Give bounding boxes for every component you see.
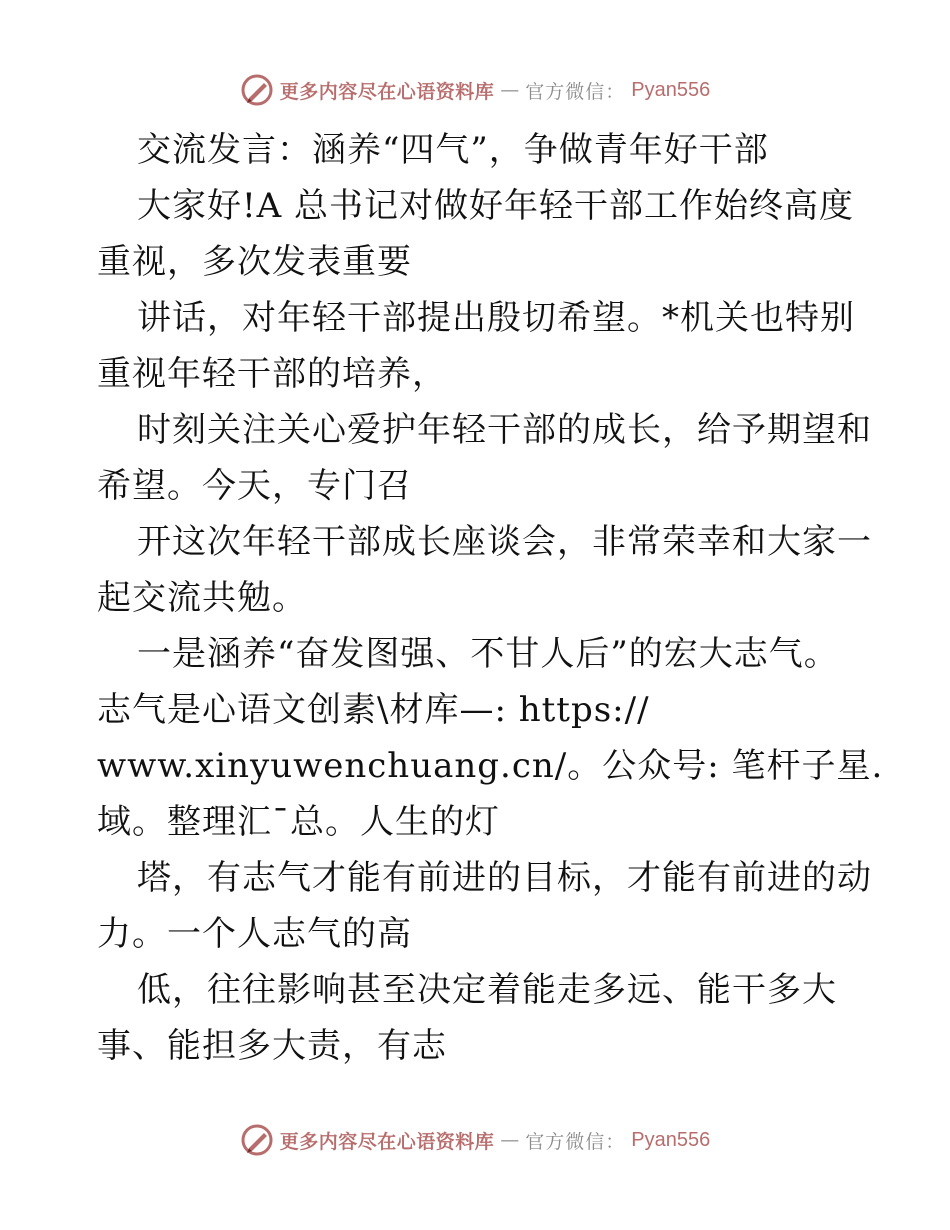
text-line: 交流发言：涵养“四气”，争做青年好干部 bbox=[137, 130, 769, 170]
banner-wechat-label: 官方微信： bbox=[525, 1130, 626, 1153]
banner-site-text: 更多内容尽在心语资料库 bbox=[279, 80, 495, 103]
banner-dash: — bbox=[500, 79, 520, 101]
text-line: www.xinyuwenchuang.cn/。公众号: 笔杆子星. bbox=[97, 746, 884, 786]
banner-wechat-id: Pyan556 bbox=[631, 78, 711, 101]
banner-wechat-id: Pyan556 bbox=[631, 1128, 711, 1151]
text-line: 希望。今天，专门召 bbox=[97, 466, 412, 506]
text-line: 志气是心语文创素\材库—: https:// bbox=[97, 690, 650, 730]
document-body bbox=[97, 122, 884, 1074]
text-line: 一是涵养“奋发图强、不甘人后”的宏大志气。 bbox=[137, 634, 839, 674]
banner-site-text: 更多内容尽在心语资料库 bbox=[279, 1130, 495, 1153]
text-line: 塔，有志气才能有前进的目标，才能有前进的动 bbox=[137, 858, 872, 898]
pen-logo-icon bbox=[240, 1123, 274, 1157]
text-line: 起交流共勉。 bbox=[97, 578, 307, 618]
text-line: 力。一个人志气的高 bbox=[97, 914, 412, 954]
text-line: 事、能担多大责，有志 bbox=[97, 1026, 447, 1066]
text-line: 讲话，对年轻干部提出殷切希望。*机关也特别 bbox=[137, 298, 855, 338]
banner-dash: — bbox=[500, 1129, 520, 1151]
header-banner bbox=[0, 70, 950, 110]
text-line: 大家好!A 总书记对做好年轻干部工作始终高度 bbox=[137, 186, 855, 226]
text-line: 开这次年轻干部成长座谈会，非常荣幸和大家一 bbox=[137, 522, 872, 562]
banner-wechat-label: 官方微信： bbox=[525, 80, 626, 103]
text-line: 低，往往影响甚至决定着能走多远、能干多大 bbox=[137, 970, 837, 1010]
pen-logo-icon bbox=[240, 73, 274, 107]
footer-banner bbox=[0, 1120, 950, 1160]
text-line: 域。整理汇¯总。人生的灯 bbox=[97, 802, 500, 842]
text-line: 时刻关注关心爱护年轻干部的成长，给予期望和 bbox=[137, 410, 872, 450]
text-line: 重视年轻干部的培养， bbox=[97, 354, 447, 394]
text-line: 重视，多次发表重要 bbox=[97, 242, 412, 282]
